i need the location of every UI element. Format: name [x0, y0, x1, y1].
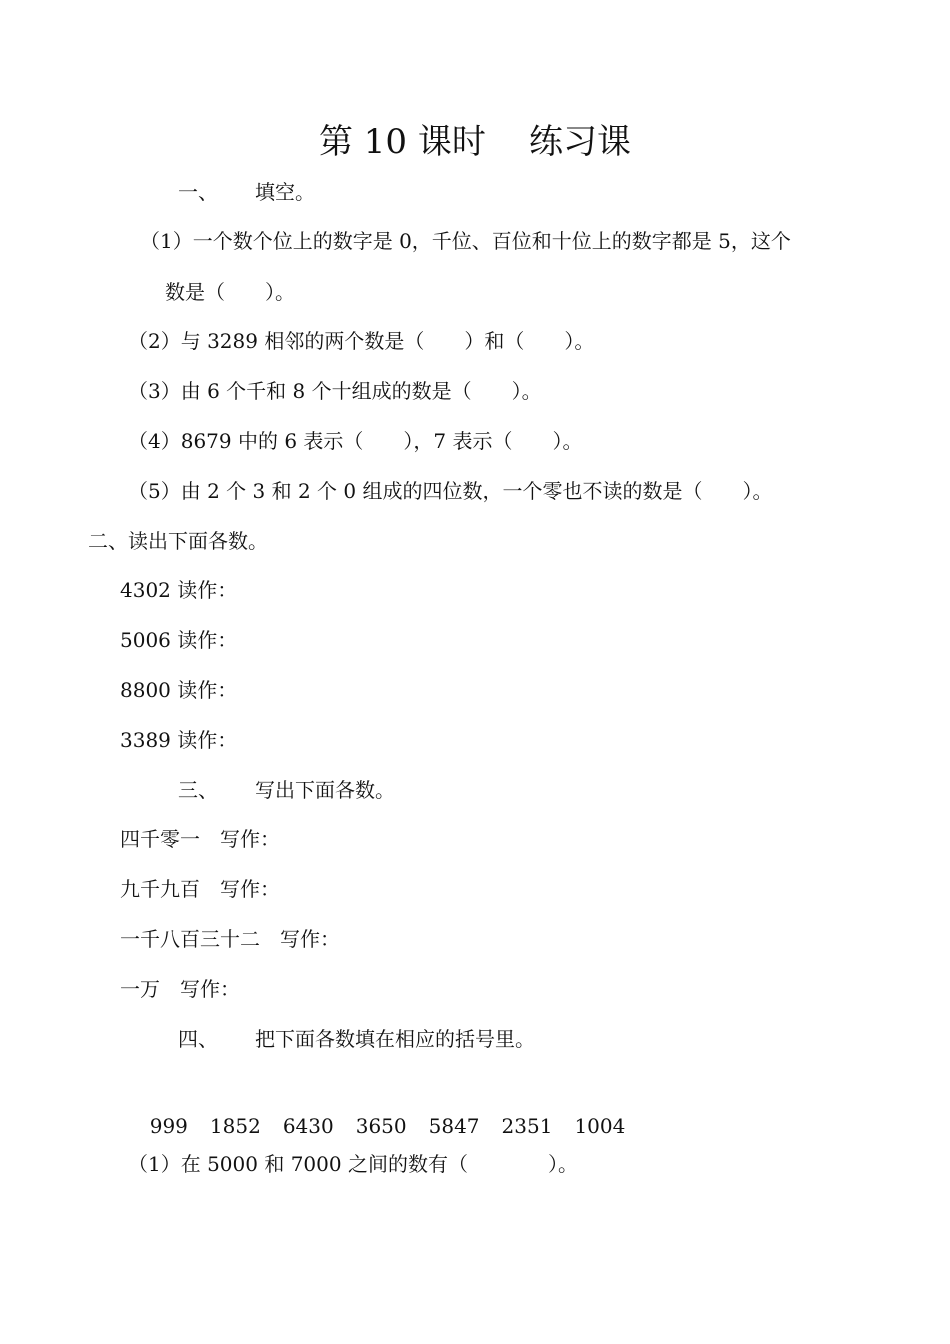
read-item-2: 5006 读作：	[120, 628, 238, 652]
question-1-line-1: （1）一个数个位上的数字是 0，千位、百位和十位上的数字都是 5，这个	[140, 229, 791, 253]
write-item-2: 九千九百 写作：	[120, 877, 280, 901]
page-title: 第 10 课时 练习课	[318, 122, 632, 162]
section4-heading: 把下面各数填在相应的括号里。	[255, 1027, 535, 1051]
number-item: 6430	[282, 1114, 334, 1138]
number-item: 3650	[355, 1114, 407, 1138]
number-item: 1852	[209, 1114, 261, 1138]
write-item-3: 一千八百三十二 写作：	[120, 927, 340, 951]
read-item-4: 3389 读作：	[120, 728, 238, 752]
question-4: （4）8679 中的 6 表示（ ），7 表示（ ）。	[128, 429, 583, 453]
section1-heading: 填空。	[255, 180, 315, 204]
question-5: （5）由 2 个 3 和 2 个 0 组成的四位数，一个零也不读的数是（ ）。	[128, 479, 773, 503]
section3-number: 三、	[178, 778, 218, 802]
read-item-3: 8800 读作：	[120, 678, 238, 702]
section4-number: 四、	[178, 1027, 218, 1051]
section1-number: 一、	[178, 180, 218, 204]
number-list	[137, 1090, 647, 1138]
number-item: 5847	[428, 1114, 480, 1138]
question-2: （2）与 3289 相邻的两个数是（ ）和（ ）。	[128, 329, 595, 353]
number-item: 2351	[501, 1114, 553, 1138]
section4-question-1: （1）在 5000 和 7000 之间的数有（ ）。	[128, 1152, 578, 1176]
number-item: 999	[149, 1114, 188, 1138]
number-item: 1004	[574, 1114, 626, 1138]
write-item-4: 一万 写作：	[120, 977, 240, 1001]
question-3: （3）由 6 个千和 8 个十组成的数是（ ）。	[128, 379, 542, 403]
write-item-1: 四千零一 写作：	[120, 827, 280, 851]
section3-heading: 写出下面各数。	[255, 778, 395, 802]
question-1-line-2: 数是（ ）。	[165, 280, 295, 304]
read-item-1: 4302 读作：	[120, 578, 238, 602]
section2-heading: 二、读出下面各数。	[88, 529, 268, 553]
